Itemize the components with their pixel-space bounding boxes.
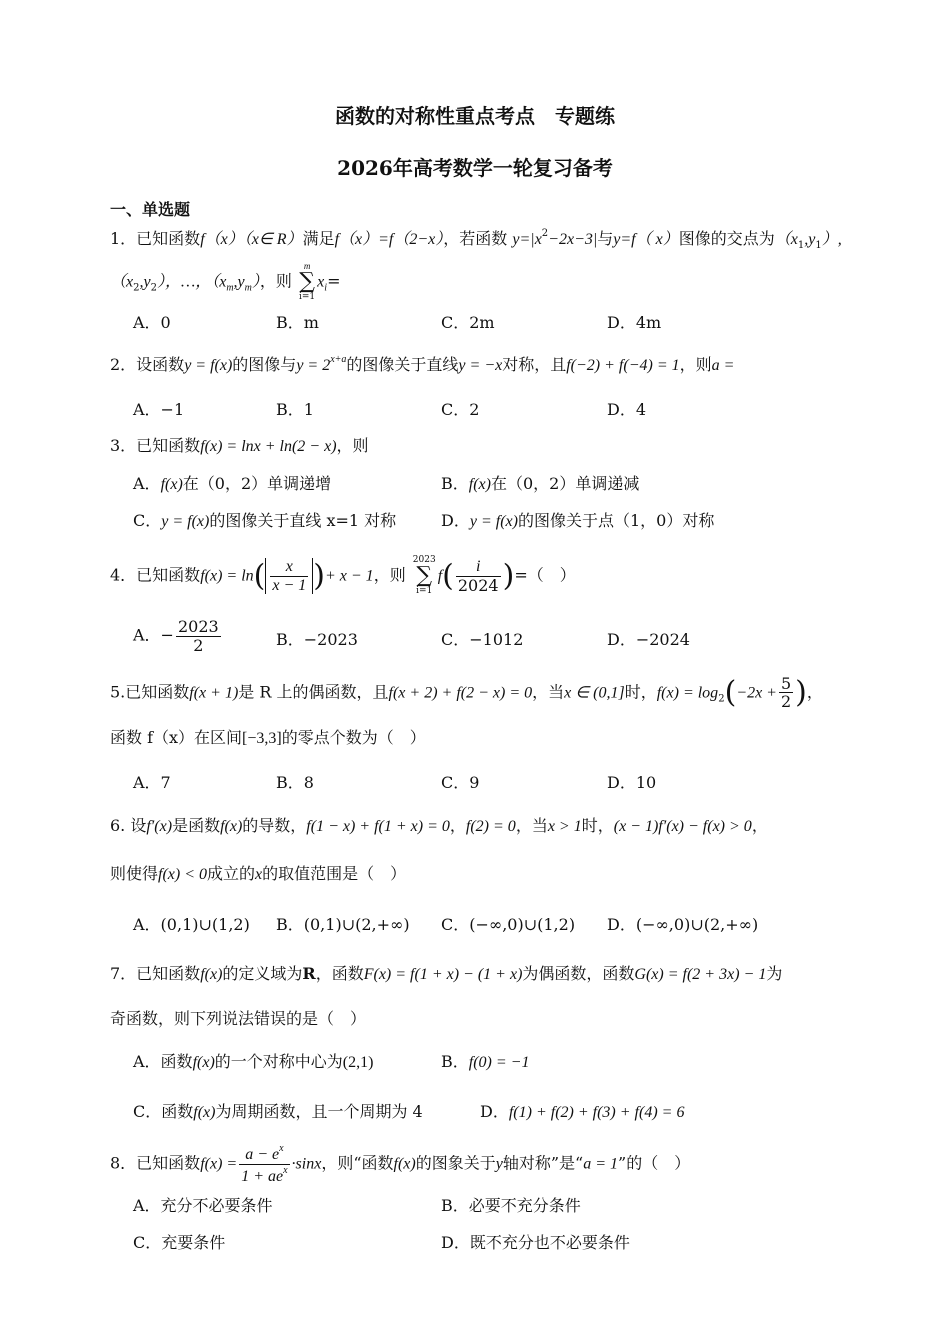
q6-expr: f(2) = 0 (465, 818, 516, 835)
question-7-line-2: 奇函数，则下列说法错误的是（ ） (110, 1009, 367, 1028)
q8-text: 的图象关于 (415, 1153, 496, 1173)
question-4 (110, 556, 576, 596)
q7-expr: f(x) (192, 1054, 215, 1071)
option-text: 在（0，2）单调递增 (182, 474, 332, 493)
q8-option-a: A．充分不必要条件 (133, 1196, 273, 1215)
q5-expr: [−3,3] (242, 730, 282, 747)
question-8 (110, 1143, 690, 1185)
paren: ( (253, 558, 266, 594)
q2-text: ，则 (679, 355, 712, 374)
numerator: 5 (780, 673, 792, 693)
option-label: B． (441, 1052, 469, 1071)
option-label: C． (133, 511, 162, 530)
q5-text: 函数 f（x）在区间 (110, 728, 243, 747)
q6-text: 则使得 (110, 864, 159, 883)
q2-text: 的图像与 (232, 355, 297, 374)
q1-option-c: C．2m (441, 313, 495, 332)
q2-expr: a = (711, 357, 735, 374)
q6-expr: f(1 − x) + f(1 + x) = 0 (306, 818, 450, 835)
question-2 (110, 354, 734, 376)
q7-text: ，函数 (315, 964, 364, 983)
numerator (239, 1143, 289, 1165)
question-1-line-1 (110, 228, 842, 253)
q1-point: ），…，（x (156, 273, 227, 291)
denominator (239, 1165, 289, 1186)
sigma-symbol: ∑ (416, 563, 433, 588)
q7-expr: F(x) = f(1 + x) − (1 + x) (363, 966, 523, 983)
q5-expr: −2x + (736, 684, 777, 702)
q2-text: 对称，且 (502, 355, 567, 374)
denominator: 2024 (457, 575, 499, 595)
q6-text: 是函数 (172, 816, 221, 835)
q7-option-c (133, 1102, 423, 1123)
q8-expr: ·sinx (291, 1155, 322, 1173)
option-text: 在（0，2）单调递减 (490, 474, 640, 493)
q7-text: 为 (766, 964, 783, 983)
q4-fraction (270, 558, 308, 594)
option-label: D． (441, 511, 470, 530)
q2-option-b: B．1 (276, 400, 314, 419)
paren: ) (313, 558, 325, 594)
q5-text: ， (806, 682, 823, 702)
q2-option-a: A．−1 (133, 400, 185, 419)
q3-expr: f(x) (160, 476, 183, 493)
q7-text: 的定义域为 (222, 964, 303, 983)
numerator: 2023 (177, 617, 219, 636)
q6-text: ，当 (515, 816, 548, 835)
exponent: x (279, 1143, 284, 1154)
numerator-text: a − e (245, 1146, 280, 1163)
q6-expr: f(x) < 0 (158, 866, 208, 883)
q6-expr: f′(x) (146, 818, 173, 835)
q7-option-a (133, 1052, 373, 1073)
q2-expr: y = −x (458, 357, 503, 374)
q4-option-b: B．−2023 (276, 630, 358, 649)
q1-subscript: 1 (815, 240, 822, 251)
q1-text: 满足 (302, 229, 335, 248)
numerator: i (456, 558, 501, 577)
option-label: A．− (133, 625, 174, 645)
q8-expr: f(x) (393, 1155, 416, 1173)
q4-absolute (265, 558, 313, 594)
q6-option-b: B．(0,1)∪(2,+∞) (276, 915, 410, 934)
q7-expr: f(x) (193, 1104, 216, 1121)
q7-expr: (2,1) (342, 1054, 374, 1071)
q1-expr: f（x）（x∈ R） (200, 231, 303, 248)
question-7-line-1 (110, 964, 782, 985)
q1-subscript: m (244, 282, 252, 294)
q6-expr: f(x) (220, 818, 243, 835)
q4-text: ，则 (373, 565, 406, 585)
option-text: C．函数 (133, 1102, 194, 1121)
q1-subscript: i (324, 282, 328, 294)
q6-option-d: D．(−∞,0)∪(2,+∞) (607, 915, 759, 934)
q2-text: 2．设函数 (110, 355, 185, 374)
paren: ) (502, 558, 515, 594)
q3-expr: f(x) (468, 476, 491, 493)
q4-option-a-fraction (176, 618, 221, 654)
q6-text: ， (751, 816, 768, 835)
real-numbers-symbol: R (302, 964, 316, 983)
option-text: 的图像关于点（1，0）对称 (517, 511, 715, 530)
q1-option-d: D．4m (607, 313, 662, 332)
q3-option-b (441, 474, 639, 495)
q6-option-a: A．(0,1)∪(1,2) (133, 915, 250, 934)
q4-text: 4．已知函数 (110, 565, 201, 585)
q1-point: ,y (804, 231, 816, 248)
q1-point: ）, (821, 231, 842, 248)
q3-expr: y = f(x) (469, 513, 518, 530)
q2-expr: y = f(x) (184, 357, 233, 374)
q1-subscript: m (226, 282, 234, 294)
q4-option-a (133, 618, 223, 654)
q5-text: 时， (624, 682, 657, 702)
paren: ( (442, 558, 454, 594)
sigma-symbol: ∑ (299, 269, 315, 294)
q5-text: 是 R 上的偶函数，且 (238, 682, 389, 702)
q2-text: 的图像关于直线 (346, 355, 459, 374)
q1-summation (299, 262, 315, 302)
q8-option-c: C．充要条件 (133, 1233, 226, 1252)
q6-text: 的取值范围是（ ） (262, 864, 407, 883)
q6-text: ， (449, 816, 466, 835)
q4-option-d: D．−2024 (607, 630, 690, 649)
q5-expr: x ∈ (0,1] (564, 684, 625, 702)
q3-option-d (441, 511, 714, 532)
page-title: 函数的对称性重点考点 专题练 (335, 104, 615, 128)
q8-option-d: D．既不充分也不必要条件 (441, 1233, 630, 1252)
exponent: x (283, 1164, 288, 1176)
q3-text: 3．已知函数 (110, 436, 201, 455)
q7-option-d (480, 1102, 684, 1123)
q4-fraction-2 (456, 558, 501, 594)
q8-text: 8．已知函数 (110, 1153, 201, 1173)
q1-point: （x (774, 231, 798, 248)
q3-expr: f(x) = lnx + ln(2 − x) (200, 438, 337, 455)
q8-expr: a = 1 (583, 1155, 619, 1173)
q5-option-a: A．7 (133, 773, 171, 792)
q7-expr: f(1) + f(2) + f(3) + f(4) = 6 (508, 1104, 685, 1121)
q1-subscript: 1 (797, 240, 805, 251)
question-1-line-2 (110, 262, 340, 302)
q2-option-c: C．2 (441, 400, 480, 419)
denominator: x − 1 (272, 576, 307, 594)
q2-option-d: D．4 (607, 400, 647, 419)
option-label: A． (133, 474, 161, 493)
q5-expr: f(x + 1) (189, 684, 239, 702)
q4-summation (413, 556, 436, 596)
q1-text: 1．已知函数 (110, 229, 201, 248)
q5-text: 的零点个数为（ ） (281, 728, 426, 747)
denominator: 2 (780, 692, 792, 712)
q2-expr: f(−2) + f(−4) = 1 (566, 357, 680, 374)
q5-expr: f(x + 2) + f(2 − x) = 0 (388, 684, 533, 702)
q8-text: 轴对称”是“ (502, 1153, 584, 1173)
denominator-text: 1 + ae (241, 1167, 284, 1185)
q5-option-c: C．9 (441, 773, 480, 792)
q3-option-a (133, 474, 331, 495)
q3-option-c (133, 511, 396, 532)
q1-text: = (327, 271, 341, 291)
q6-text: 的导数， (242, 816, 307, 835)
q1-text: ，则 (259, 271, 292, 291)
q1-point: ） (251, 273, 260, 291)
q4-expr: f(x) = ln (200, 567, 254, 585)
q1-expr: y=f（ x） (613, 231, 679, 248)
q5-option-b: B．8 (276, 773, 314, 792)
q6-expr: x > 1 (547, 818, 582, 835)
question-6-line-1 (110, 816, 768, 837)
question-5-line-1 (110, 674, 823, 712)
q7-expr: G(x) = f(2 + 3x) − 1 (634, 966, 767, 983)
q5-fraction (779, 675, 793, 711)
q6-expr: (x − 1)f′(x) − f(x) > 0 (613, 818, 752, 835)
question-6-line-2 (110, 864, 406, 885)
option-label: B． (441, 474, 469, 493)
q6-text: 成立的 (207, 864, 256, 883)
q1-text: ，若函数 (443, 229, 508, 248)
q1-option-a: A．0 (133, 313, 171, 332)
paren: ) (795, 675, 807, 710)
sum-upper: m (303, 261, 311, 271)
denominator: 2 (193, 635, 204, 655)
q1-subscript: 2 (133, 282, 140, 294)
log-base: 2 (718, 693, 725, 705)
q1-point: （x (110, 273, 134, 291)
option-text: 的一个对称中心为 (214, 1052, 343, 1071)
q1-exponent: 2 (541, 228, 549, 239)
q6-text: 时， (581, 816, 614, 835)
q6-expr: x (255, 866, 263, 883)
q5-expr: f(x) = log (656, 684, 719, 702)
q7-expr: f(x) (200, 966, 223, 983)
q8-text: ”的（ ） (618, 1153, 691, 1173)
q6-text: 6. 设 (110, 816, 147, 835)
q1-expr: f（x）=f（2−x） (334, 231, 444, 248)
sum-lower: i=1 (416, 586, 433, 596)
section-heading: 一、单选题 (110, 200, 191, 219)
q1-expr: y=|x (512, 231, 542, 248)
q8-expr: y (495, 1155, 503, 1173)
page-subtitle: 2026年高考数学一轮复习备考 (337, 156, 613, 180)
q2-exponent: x+a (330, 354, 347, 365)
option-label: D． (480, 1102, 509, 1121)
q1-option-b: B．m (276, 313, 319, 332)
q8-option-b: B．必要不充分条件 (441, 1196, 581, 1215)
q7-text: 为偶函数，函数 (522, 964, 635, 983)
q4-expr: f (437, 567, 443, 585)
sum-lower: i=1 (299, 292, 316, 302)
q4-expr: + x − 1 (324, 567, 374, 585)
q6-option-c: C．(−∞,0)∪(1,2) (441, 915, 576, 934)
q2-expr: y = 2 (296, 357, 331, 374)
q4-text: =（ ） (514, 565, 576, 585)
numerator: x (270, 558, 308, 577)
sum-upper: 2023 (412, 555, 436, 565)
q8-expr: f(x) = (200, 1155, 238, 1173)
question-3 (110, 436, 369, 457)
q1-text: 图像的交点为 (678, 229, 775, 248)
q7-expr: f(0) = −1 (468, 1054, 530, 1071)
q1-expr: x (317, 273, 325, 291)
q5-option-d: D．10 (607, 773, 657, 792)
option-text: A．函数 (133, 1052, 193, 1071)
q1-subscript: 2 (150, 282, 157, 294)
paren: ( (724, 675, 737, 710)
q3-text: ，则 (336, 436, 369, 455)
q8-text: ，则“函数 (321, 1153, 394, 1173)
q3-expr: y = f(x) (161, 513, 210, 530)
q7-text: 7．已知函数 (110, 964, 201, 983)
q1-expr: −2x−3| (548, 231, 598, 248)
q5-text: 5.已知函数 (110, 682, 190, 702)
question-5-line-2 (110, 728, 426, 749)
option-text: 的图像关于直线 x=1 对称 (209, 511, 397, 530)
q8-fraction (239, 1143, 289, 1185)
q4-option-c: C．−1012 (441, 630, 524, 649)
q7-option-b (441, 1052, 529, 1073)
q1-point: ,y (233, 273, 245, 291)
q1-point: ,y (139, 273, 151, 291)
option-text: 为周期函数，且一个周期为 4 (215, 1102, 423, 1121)
q1-text: 与 (597, 229, 614, 248)
q5-text: ，当 (532, 682, 565, 702)
